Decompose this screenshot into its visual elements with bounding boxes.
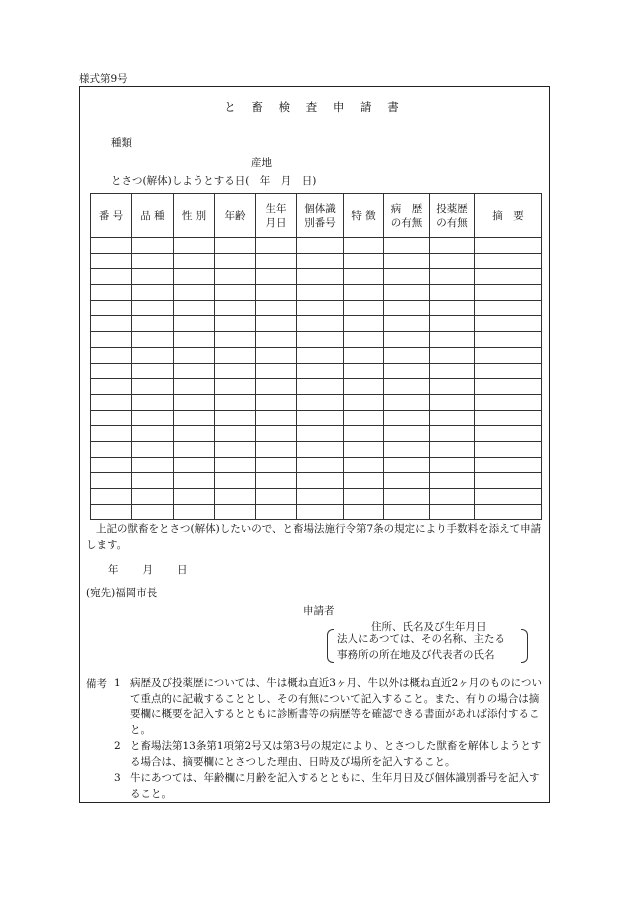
table-cell[interactable] bbox=[297, 426, 344, 442]
table-cell[interactable] bbox=[384, 347, 430, 363]
table-cell[interactable] bbox=[297, 379, 344, 395]
table-cell[interactable] bbox=[475, 504, 542, 520]
table-cell[interactable] bbox=[256, 410, 297, 426]
kind-field-label: 種類 bbox=[111, 137, 132, 149]
column-header: 品 種 bbox=[132, 194, 174, 238]
table-row bbox=[91, 332, 542, 348]
table-row bbox=[91, 253, 542, 269]
table-cell[interactable] bbox=[215, 269, 256, 285]
table-cell[interactable] bbox=[344, 473, 384, 489]
table-cell[interactable] bbox=[91, 489, 132, 505]
table-cell[interactable] bbox=[475, 489, 542, 505]
table-cell[interactable] bbox=[297, 410, 344, 426]
table-cell[interactable] bbox=[256, 300, 297, 316]
column-header: 特 徴 bbox=[344, 194, 384, 238]
table-cell[interactable] bbox=[174, 504, 215, 520]
table-cell[interactable] bbox=[215, 238, 256, 254]
table-cell[interactable] bbox=[91, 426, 132, 442]
table-cell[interactable] bbox=[475, 238, 542, 254]
table-cell[interactable] bbox=[384, 238, 430, 254]
table-cell[interactable] bbox=[91, 316, 132, 332]
table-cell[interactable] bbox=[215, 285, 256, 301]
column-header: 病 歴 の有無 bbox=[384, 194, 430, 238]
table-cell[interactable] bbox=[174, 300, 215, 316]
table-cell[interactable] bbox=[91, 473, 132, 489]
table-cell[interactable] bbox=[132, 332, 174, 348]
column-header: 個体識 別番号 bbox=[297, 194, 344, 238]
table-cell[interactable] bbox=[215, 410, 256, 426]
table-cell[interactable] bbox=[174, 253, 215, 269]
table-cell[interactable] bbox=[475, 379, 542, 395]
table-cell[interactable] bbox=[91, 253, 132, 269]
table-cell[interactable] bbox=[174, 238, 215, 254]
table-cell[interactable] bbox=[344, 285, 384, 301]
table-cell[interactable] bbox=[430, 410, 475, 426]
table-cell[interactable] bbox=[475, 269, 542, 285]
table-cell[interactable] bbox=[475, 457, 542, 473]
table-cell[interactable] bbox=[91, 269, 132, 285]
table-row bbox=[91, 269, 542, 285]
table-cell[interactable] bbox=[91, 300, 132, 316]
note-item bbox=[114, 739, 544, 770]
table-cell[interactable] bbox=[430, 332, 475, 348]
table-cell[interactable] bbox=[132, 426, 174, 442]
table-cell[interactable] bbox=[91, 457, 132, 473]
table-cell[interactable] bbox=[91, 285, 132, 301]
table-row bbox=[91, 347, 542, 363]
form-frame bbox=[79, 86, 550, 803]
table-cell[interactable] bbox=[256, 394, 297, 410]
table-row bbox=[91, 363, 542, 379]
table-cell[interactable] bbox=[430, 363, 475, 379]
table-row bbox=[91, 473, 542, 489]
table-cell[interactable] bbox=[174, 457, 215, 473]
table-row bbox=[91, 316, 542, 332]
application-date-line: 年 月 日 bbox=[108, 564, 189, 576]
table-cell[interactable] bbox=[215, 347, 256, 363]
note-item bbox=[114, 771, 544, 802]
table-cell[interactable] bbox=[256, 285, 297, 301]
table-cell[interactable] bbox=[384, 300, 430, 316]
table-cell[interactable] bbox=[91, 504, 132, 520]
corporate-note-line-2: 事務所の所在地及び代表者の氏名 bbox=[337, 649, 495, 661]
table-cell[interactable] bbox=[430, 457, 475, 473]
table-cell[interactable] bbox=[430, 238, 475, 254]
table-cell[interactable] bbox=[174, 473, 215, 489]
addressee-label: (宛先)福岡市長 bbox=[86, 587, 158, 599]
table-cell[interactable] bbox=[91, 332, 132, 348]
table-cell[interactable] bbox=[174, 489, 215, 505]
table-cell[interactable] bbox=[384, 285, 430, 301]
table-row bbox=[91, 441, 542, 457]
table-cell[interactable] bbox=[297, 489, 344, 505]
table-cell[interactable] bbox=[344, 332, 384, 348]
table-cell[interactable] bbox=[174, 441, 215, 457]
table-row bbox=[91, 379, 542, 395]
table-cell[interactable] bbox=[297, 332, 344, 348]
table-cell[interactable] bbox=[256, 253, 297, 269]
table-cell[interactable] bbox=[344, 489, 384, 505]
table-cell[interactable] bbox=[215, 489, 256, 505]
table-row bbox=[91, 426, 542, 442]
table-cell[interactable] bbox=[475, 473, 542, 489]
table-cell[interactable] bbox=[91, 379, 132, 395]
table-cell[interactable] bbox=[256, 441, 297, 457]
table-cell[interactable] bbox=[256, 363, 297, 379]
table-cell[interactable] bbox=[256, 347, 297, 363]
table-cell[interactable] bbox=[344, 269, 384, 285]
table-cell[interactable] bbox=[344, 363, 384, 379]
table-cell[interactable] bbox=[297, 347, 344, 363]
table-cell[interactable] bbox=[256, 426, 297, 442]
table-cell[interactable] bbox=[174, 285, 215, 301]
table-cell[interactable] bbox=[344, 347, 384, 363]
table-cell[interactable] bbox=[215, 363, 256, 379]
table-cell[interactable] bbox=[256, 379, 297, 395]
table-cell[interactable] bbox=[430, 504, 475, 520]
table-cell[interactable] bbox=[174, 379, 215, 395]
table-cell[interactable] bbox=[430, 316, 475, 332]
table-cell[interactable] bbox=[297, 504, 344, 520]
table-cell[interactable] bbox=[215, 504, 256, 520]
table-cell[interactable] bbox=[475, 410, 542, 426]
table-cell[interactable] bbox=[132, 285, 174, 301]
corporate-note-line-1: 法人にあつては、その名称、主たる bbox=[337, 633, 505, 645]
table-row bbox=[91, 489, 542, 505]
table-cell[interactable] bbox=[132, 363, 174, 379]
note-number: 2 bbox=[114, 740, 121, 752]
table-cell[interactable] bbox=[215, 300, 256, 316]
table-cell[interactable] bbox=[132, 347, 174, 363]
table-cell[interactable] bbox=[384, 379, 430, 395]
table-cell[interactable] bbox=[344, 504, 384, 520]
table-cell[interactable] bbox=[430, 473, 475, 489]
table-body bbox=[91, 238, 542, 520]
table-cell[interactable] bbox=[297, 300, 344, 316]
table-cell[interactable] bbox=[132, 441, 174, 457]
table-cell[interactable] bbox=[344, 441, 384, 457]
table-header-row bbox=[91, 194, 542, 238]
table-cell[interactable] bbox=[384, 394, 430, 410]
table-cell[interactable] bbox=[384, 473, 430, 489]
table-cell[interactable] bbox=[297, 441, 344, 457]
table-cell[interactable] bbox=[174, 363, 215, 379]
notes-heading: 備考 bbox=[86, 678, 107, 690]
table-cell[interactable] bbox=[174, 316, 215, 332]
table-cell[interactable] bbox=[297, 473, 344, 489]
table-row bbox=[91, 285, 542, 301]
table-row bbox=[91, 457, 542, 473]
table-cell[interactable] bbox=[132, 300, 174, 316]
note-text: 病歴及び投薬歴については、牛は概ね直近3ヶ月、牛以外は概ね直近2ヶ月のものについて重点的に記載することとし、その有無について記入すること。また、有りの場合は摘要欄に概要を記入するとともに診断書等の病歴等を確認できる書面があれば添付すること。 bbox=[130, 677, 542, 736]
table-cell[interactable] bbox=[132, 457, 174, 473]
table-cell[interactable] bbox=[475, 394, 542, 410]
right-bracket bbox=[521, 629, 528, 663]
table-cell[interactable] bbox=[256, 457, 297, 473]
column-header: 性 別 bbox=[174, 194, 215, 238]
table-row bbox=[91, 394, 542, 410]
table-cell[interactable] bbox=[256, 269, 297, 285]
table-cell[interactable] bbox=[297, 363, 344, 379]
table-cell[interactable] bbox=[384, 457, 430, 473]
table-cell[interactable] bbox=[430, 441, 475, 457]
table-cell[interactable] bbox=[384, 441, 430, 457]
table-cell[interactable] bbox=[91, 363, 132, 379]
table-cell[interactable] bbox=[344, 457, 384, 473]
table-cell[interactable] bbox=[430, 285, 475, 301]
table-cell[interactable] bbox=[475, 347, 542, 363]
table-cell[interactable] bbox=[475, 441, 542, 457]
table-cell[interactable] bbox=[174, 426, 215, 442]
application-statement: 上記の獣畜をとさつ(解体)したいので、と畜場法施行令第7条の規定により手数料を添えて申請します。 bbox=[86, 523, 542, 551]
table-cell[interactable] bbox=[297, 253, 344, 269]
note-number: 3 bbox=[114, 772, 121, 784]
table-cell[interactable] bbox=[430, 426, 475, 442]
table-cell[interactable] bbox=[344, 238, 384, 254]
note-number: 1 bbox=[114, 677, 121, 689]
table-cell[interactable] bbox=[215, 253, 256, 269]
table-cell[interactable] bbox=[132, 504, 174, 520]
note-text: と畜場法第13条第1項第2号又は第3号の規定により、とさつした獣畜を解体しようとする場合は、摘要欄にとさつした理由、日時及び場所を記入すること。 bbox=[130, 740, 542, 768]
table-cell[interactable] bbox=[384, 363, 430, 379]
table-cell[interactable] bbox=[215, 441, 256, 457]
table-cell[interactable] bbox=[384, 489, 430, 505]
table-cell[interactable] bbox=[256, 504, 297, 520]
table-cell[interactable] bbox=[430, 379, 475, 395]
table-cell[interactable] bbox=[297, 457, 344, 473]
form-number-label: 様式第9号 bbox=[79, 73, 128, 85]
table-cell[interactable] bbox=[344, 410, 384, 426]
table-cell[interactable] bbox=[384, 316, 430, 332]
table-cell[interactable] bbox=[132, 410, 174, 426]
table-cell[interactable] bbox=[430, 489, 475, 505]
table-row bbox=[91, 504, 542, 520]
table-cell[interactable] bbox=[174, 347, 215, 363]
table-cell[interactable] bbox=[475, 300, 542, 316]
table-cell[interactable] bbox=[215, 426, 256, 442]
table-cell[interactable] bbox=[430, 269, 475, 285]
note-item bbox=[114, 676, 544, 738]
table-cell[interactable] bbox=[91, 410, 132, 426]
table-cell[interactable] bbox=[132, 269, 174, 285]
table-cell[interactable] bbox=[344, 394, 384, 410]
table-cell[interactable] bbox=[384, 332, 430, 348]
livestock-table bbox=[90, 193, 542, 520]
left-bracket bbox=[327, 629, 334, 663]
table-cell[interactable] bbox=[132, 489, 174, 505]
table-cell[interactable] bbox=[384, 410, 430, 426]
table-cell[interactable] bbox=[132, 473, 174, 489]
table-cell[interactable] bbox=[430, 253, 475, 269]
table-cell[interactable] bbox=[344, 379, 384, 395]
origin-field-label: 産地 bbox=[251, 157, 272, 169]
table-cell[interactable] bbox=[297, 316, 344, 332]
table-cell[interactable] bbox=[215, 394, 256, 410]
table-cell[interactable] bbox=[384, 426, 430, 442]
column-header: 摘 要 bbox=[475, 194, 542, 238]
table-cell[interactable] bbox=[384, 504, 430, 520]
table-cell[interactable] bbox=[91, 394, 132, 410]
table-cell[interactable] bbox=[174, 394, 215, 410]
table-cell[interactable] bbox=[344, 253, 384, 269]
note-text: 牛にあつては、年齢欄に月齢を記入するとともに、生年月日及び個体識別番号を記入すること。 bbox=[130, 772, 540, 800]
table-cell[interactable] bbox=[475, 316, 542, 332]
table-cell[interactable] bbox=[256, 489, 297, 505]
corporate-bracket-note bbox=[327, 629, 528, 663]
column-header: 生年 月日 bbox=[256, 194, 297, 238]
table-cell[interactable] bbox=[91, 441, 132, 457]
table-cell[interactable] bbox=[215, 473, 256, 489]
table-cell[interactable] bbox=[297, 394, 344, 410]
table-cell[interactable] bbox=[256, 238, 297, 254]
table-cell[interactable] bbox=[91, 238, 132, 254]
table-cell[interactable] bbox=[132, 394, 174, 410]
table-cell[interactable] bbox=[475, 253, 542, 269]
table-cell[interactable] bbox=[344, 316, 384, 332]
column-header: 年齢 bbox=[215, 194, 256, 238]
table-row bbox=[91, 238, 542, 254]
table-cell[interactable] bbox=[384, 253, 430, 269]
column-header: 投薬歴 の有無 bbox=[430, 194, 475, 238]
table-cell[interactable] bbox=[475, 363, 542, 379]
table-cell[interactable] bbox=[215, 379, 256, 395]
table-cell[interactable] bbox=[215, 316, 256, 332]
table-cell[interactable] bbox=[384, 269, 430, 285]
table-row bbox=[91, 300, 542, 316]
table-cell[interactable] bbox=[475, 426, 542, 442]
table-cell[interactable] bbox=[297, 285, 344, 301]
form-title: と 畜 検 査 申 請 書 bbox=[224, 100, 405, 114]
table-cell[interactable] bbox=[344, 300, 384, 316]
table-cell[interactable] bbox=[430, 300, 475, 316]
applicant-info-label: 住所、氏名及び生年月日 bbox=[371, 621, 487, 633]
table-cell[interactable] bbox=[430, 394, 475, 410]
table-cell[interactable] bbox=[215, 332, 256, 348]
table-cell[interactable] bbox=[297, 238, 344, 254]
table-cell[interactable] bbox=[91, 347, 132, 363]
table-cell[interactable] bbox=[256, 473, 297, 489]
table-cell[interactable] bbox=[174, 332, 215, 348]
table-cell[interactable] bbox=[430, 347, 475, 363]
column-header: 番 号 bbox=[91, 194, 132, 238]
table-cell[interactable] bbox=[132, 253, 174, 269]
table-cell[interactable] bbox=[132, 238, 174, 254]
table-cell[interactable] bbox=[132, 379, 174, 395]
table-cell[interactable] bbox=[297, 269, 344, 285]
table-cell[interactable] bbox=[132, 316, 174, 332]
slaughter-date-label: とさつ(解体)しようとする日( 年 月 日) bbox=[111, 175, 317, 187]
table-cell[interactable] bbox=[475, 332, 542, 348]
table-cell[interactable] bbox=[215, 457, 256, 473]
table-cell[interactable] bbox=[344, 426, 384, 442]
table-cell[interactable] bbox=[256, 332, 297, 348]
applicant-label: 申請者 bbox=[303, 605, 335, 617]
table-cell[interactable] bbox=[256, 316, 297, 332]
table-row bbox=[91, 410, 542, 426]
table-cell[interactable] bbox=[174, 269, 215, 285]
table-cell[interactable] bbox=[475, 285, 542, 301]
table-cell[interactable] bbox=[174, 410, 215, 426]
